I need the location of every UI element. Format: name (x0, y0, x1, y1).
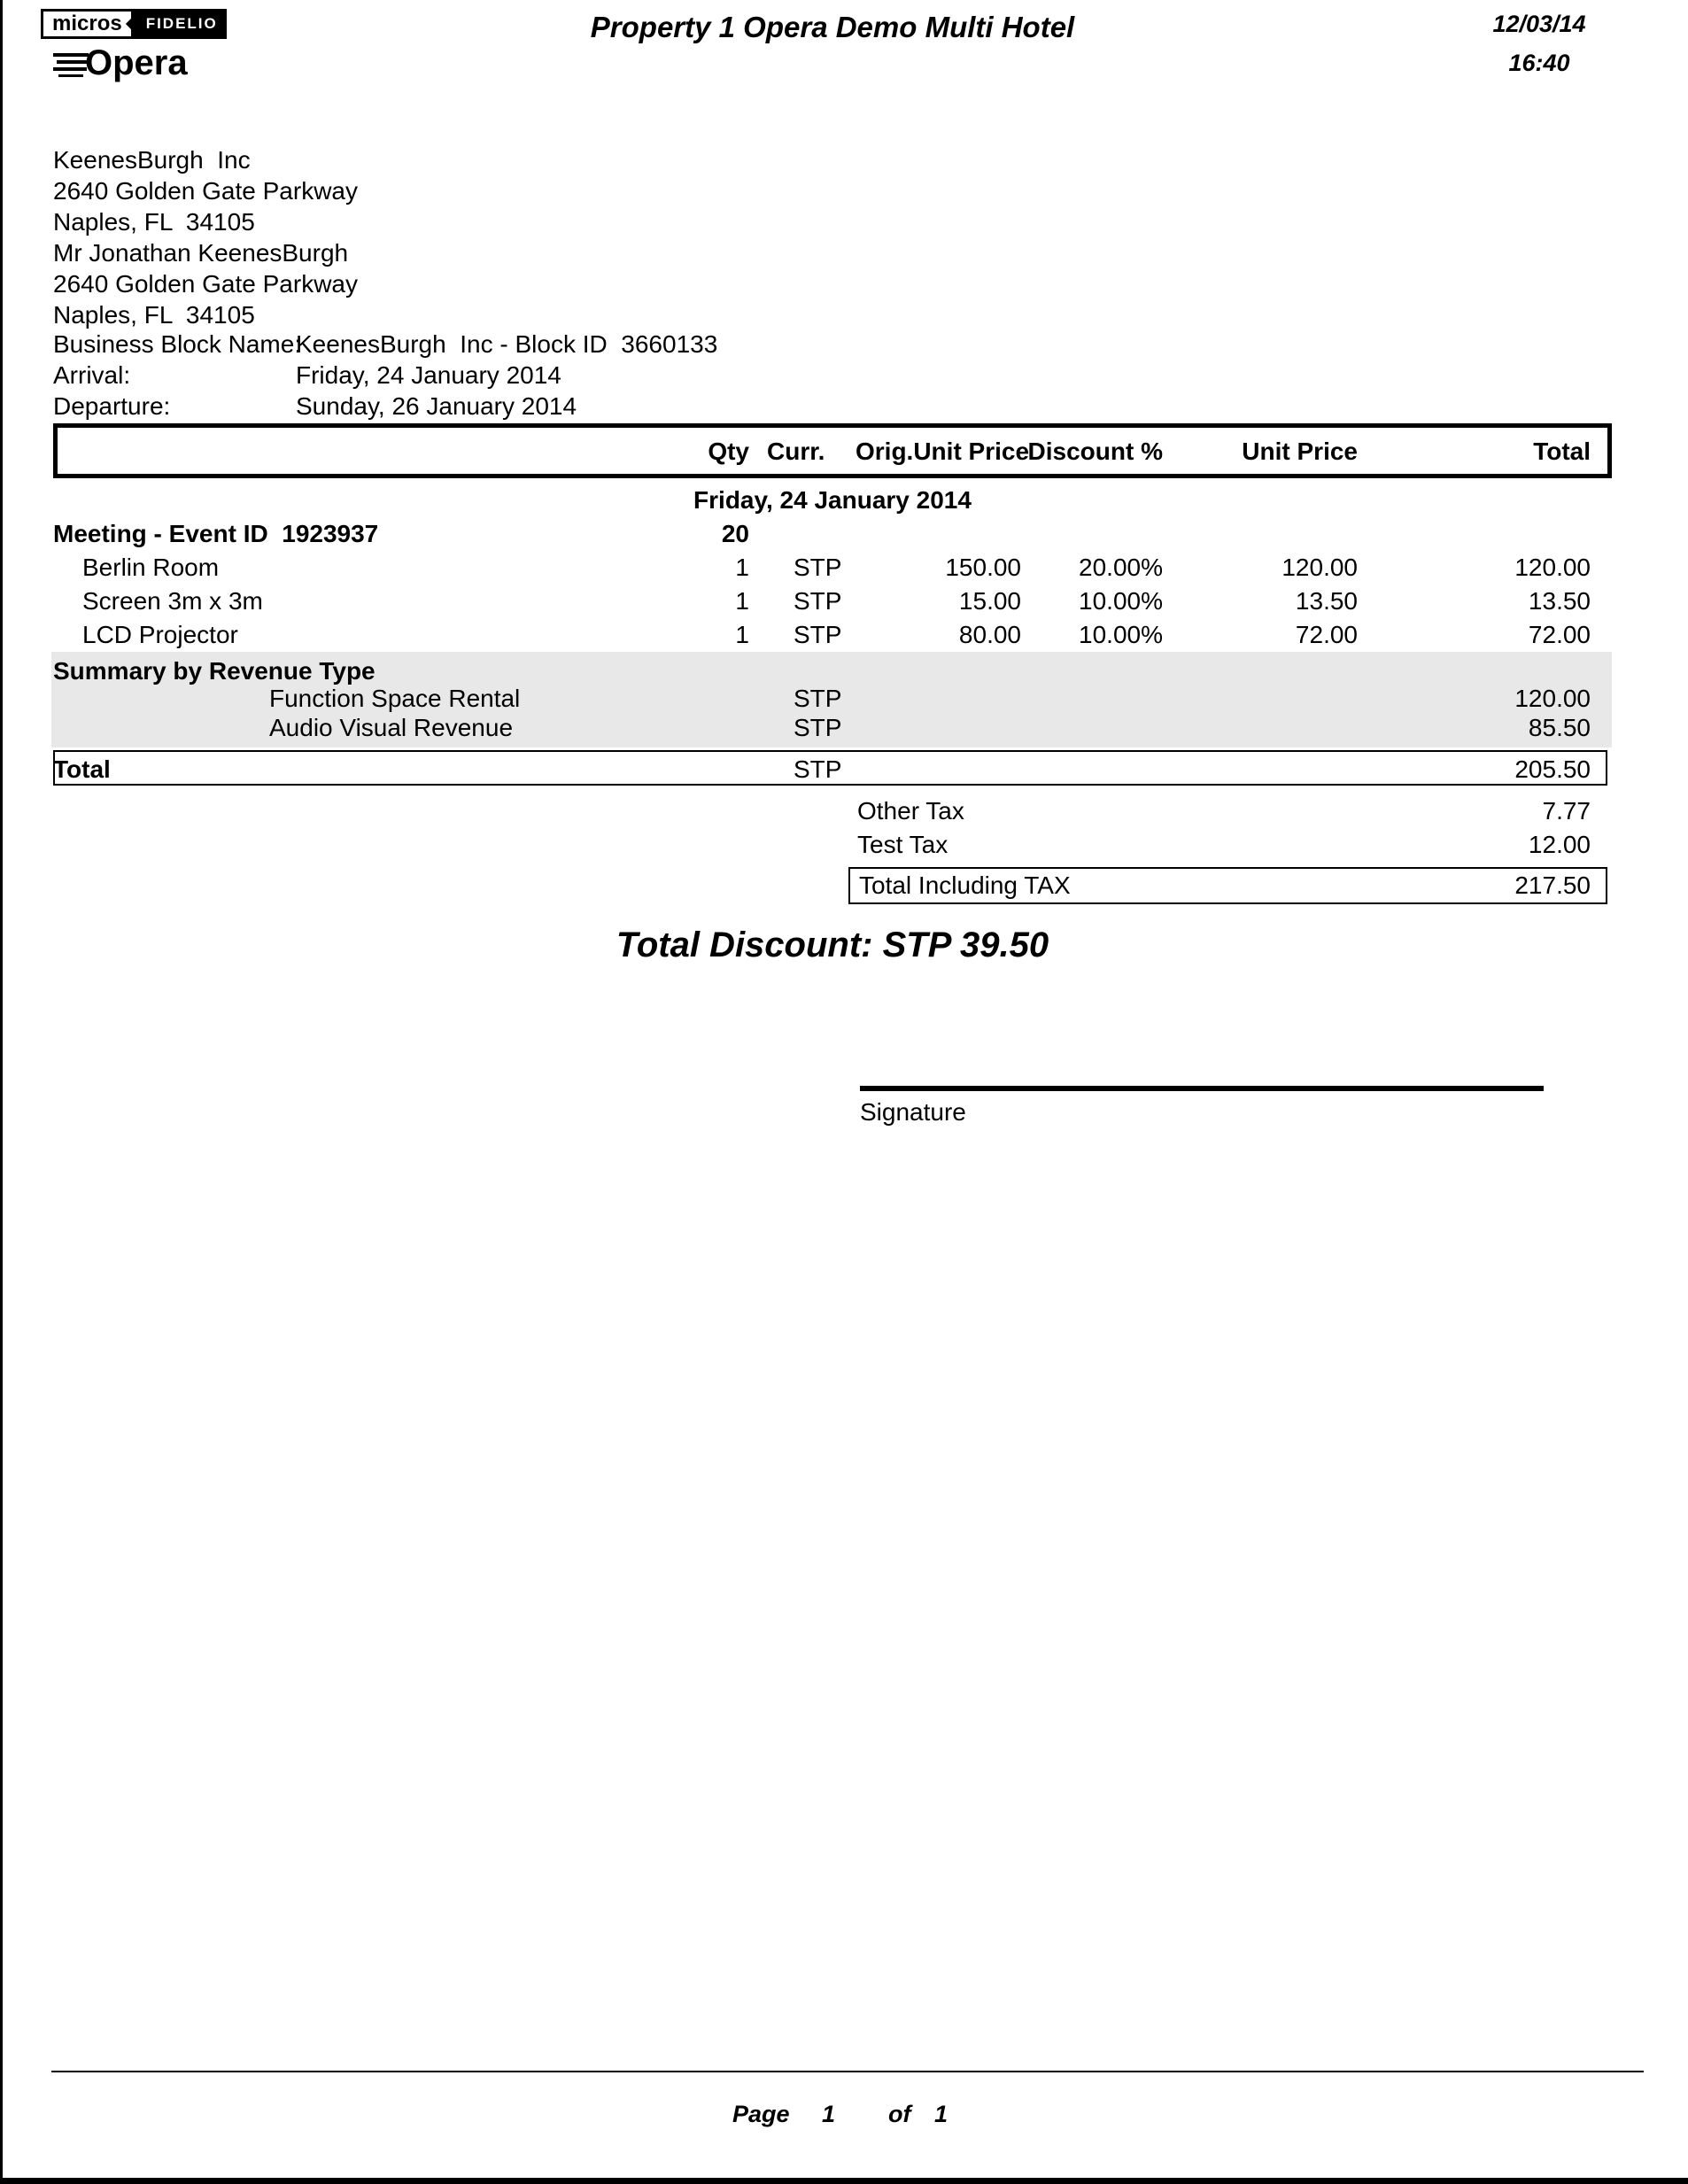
arrival-value: Friday, 24 January 2014 (296, 361, 561, 389)
column-header-qty: Qty (708, 438, 749, 465)
column-header-discount: Discount % (1027, 438, 1163, 465)
item-orig-unit-price: 150.00 (945, 554, 1021, 581)
item-curr: STP (794, 554, 842, 581)
opera-logo (51, 43, 188, 83)
revenue-total: 120.00 (1514, 684, 1591, 712)
revenue-curr: STP (794, 684, 842, 712)
grand-total-row (53, 750, 1607, 786)
total-amount: 205.50 (1514, 755, 1591, 783)
revenue-summary-row (53, 684, 1612, 713)
table-row (53, 585, 1612, 618)
revenue-curr: STP (794, 713, 842, 741)
recipient-line: KeenesBurgh Inc (53, 146, 251, 174)
total-including-tax-value: 217.50 (1514, 871, 1591, 899)
arrival-row (53, 361, 1612, 392)
recipient-address-block (53, 144, 1612, 330)
departure-value: Sunday, 26 January 2014 (296, 392, 577, 420)
item-unit-price: 72.00 (1295, 621, 1358, 648)
recipient-line: Naples, FL 34105 (53, 301, 255, 329)
revenue-total: 85.50 (1528, 713, 1591, 741)
revenue-summary-title: Summary by Revenue Type (53, 657, 376, 685)
item-curr: STP (794, 621, 842, 648)
footer-page-count: 1 (934, 2101, 949, 2127)
signature-label: Signature (860, 1098, 966, 1126)
column-header-orig-unit-price: Orig.Unit Price (856, 438, 1030, 465)
revenue-type-label: Function Space Rental (269, 684, 521, 712)
column-header-unit-price: Unit Price (1242, 438, 1358, 465)
item-total: 13.50 (1528, 587, 1591, 615)
signature-line (860, 1086, 1544, 1091)
recipient-line: Naples, FL 34105 (53, 208, 255, 236)
footer-divider (51, 2071, 1644, 2072)
business-block-label: Business Block Name: (53, 330, 302, 358)
item-discount: 10.00% (1079, 587, 1163, 615)
item-unit-price: 120.00 (1281, 554, 1358, 581)
tax-row (53, 794, 1612, 828)
total-label: Total (53, 755, 111, 783)
table-row (53, 551, 1612, 585)
footer-page-number: 1 (822, 2101, 836, 2127)
item-name: Screen 3m x 3m (82, 587, 263, 615)
tax-label: Other Tax (857, 797, 964, 825)
footer-page-label: Page (732, 2101, 790, 2127)
booking-info (53, 330, 1612, 423)
departure-label: Departure: (53, 392, 171, 420)
column-header-total: Total (1533, 438, 1591, 465)
event-name: Meeting - Event ID 1923937 (53, 520, 379, 547)
print-date: 12/03/14 (1492, 11, 1586, 37)
departure-row (53, 392, 1612, 423)
total-curr: STP (794, 755, 842, 783)
micros-logo-text: micros (52, 12, 122, 35)
revenue-type-label: Audio Visual Revenue (269, 713, 514, 741)
footer-of-label: of (888, 2101, 911, 2127)
item-qty: 1 (735, 587, 749, 615)
revenue-summary-section (51, 652, 1612, 747)
item-unit-price: 13.50 (1295, 587, 1358, 615)
event-row (53, 517, 1612, 551)
print-datetime (1491, 11, 1588, 77)
item-curr: STP (794, 587, 842, 615)
item-orig-unit-price: 15.00 (958, 587, 1021, 615)
tax-value: 12.00 (1528, 831, 1591, 858)
total-including-tax-label: Total Including TAX (859, 871, 1071, 899)
fidelio-logo-text: FIDELIO (145, 15, 218, 32)
revenue-summary-row (53, 713, 1612, 742)
page-title: Property 1 Opera Demo Multi Hotel (590, 11, 1075, 43)
opera-logo-text: Opera (85, 43, 188, 82)
recipient-line: 2640 Golden Gate Parkway (53, 177, 358, 205)
tax-label: Test Tax (857, 831, 949, 858)
print-time: 16:40 (1508, 50, 1570, 76)
tax-value: 7.77 (1542, 797, 1591, 825)
item-qty: 1 (735, 621, 749, 648)
recipient-line: Mr Jonathan KeenesBurgh (53, 239, 349, 267)
item-orig-unit-price: 80.00 (958, 621, 1021, 648)
item-name: Berlin Room (82, 554, 220, 581)
item-name: LCD Projector (82, 621, 238, 648)
item-total: 120.00 (1514, 554, 1591, 581)
total-discount-line: Total Discount: STP 39.50 (616, 925, 1049, 964)
signature-block (860, 1086, 1544, 1127)
items-table-header (53, 423, 1612, 478)
total-including-tax-row (848, 867, 1607, 904)
item-qty: 1 (735, 554, 749, 581)
item-discount: 20.00% (1079, 554, 1163, 581)
document-body (53, 144, 1612, 1127)
business-block-row (53, 330, 1612, 361)
item-total: 72.00 (1528, 621, 1591, 648)
business-block-value: KeenesBurgh Inc - Block ID 3660133 (296, 330, 718, 358)
tax-row (53, 828, 1612, 862)
column-header-curr: Curr. (767, 438, 825, 465)
item-discount: 10.00% (1079, 621, 1163, 648)
event-qty: 20 (721, 520, 749, 547)
date-group-row: Friday, 24 January 2014 (693, 486, 972, 514)
recipient-line: 2640 Golden Gate Parkway (53, 270, 358, 298)
arrival-label: Arrival: (53, 361, 131, 389)
table-row (53, 618, 1612, 652)
